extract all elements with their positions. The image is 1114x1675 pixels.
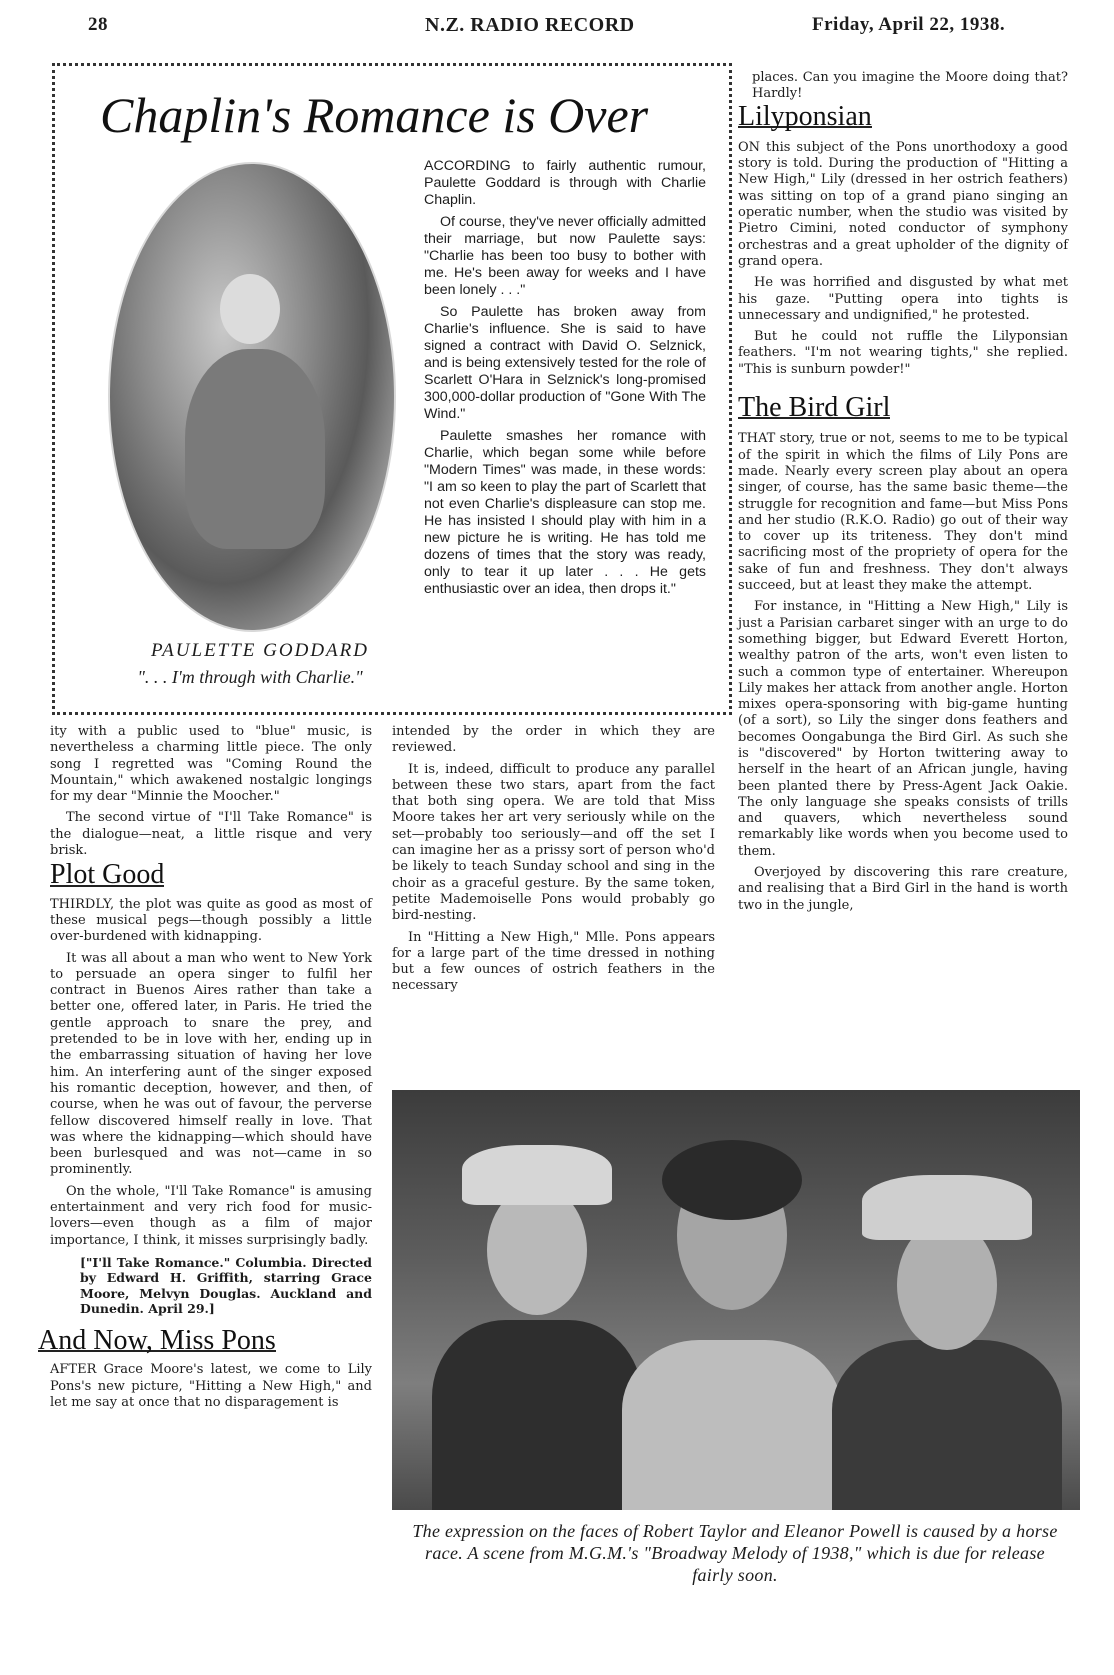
body-paragraph: THIRDLY, the plot was quite as good as most of these musical pegs—though possibly a little over-burdened with kidnapping. xyxy=(50,896,372,945)
heading-plot-good: Plot Good xyxy=(50,859,165,891)
column-three xyxy=(738,70,1068,919)
body-paragraph: For instance, in "Hitting a New High," Lily is just a Parisian carbaret singer with an urge to do something bigger, but Edward Everett Horton, wealthy patron of the arts, won't even listen to such a common type of entertainer. Whereupon Lily makes her attack from another angle. Horton mixes opera-sponsoring with big-game hunting (of a sort), so Lily the singer dons feathers and becomes Oongabunga the Bird Girl. As such she is "discovered" by Horton twittering away to herself in the heart of an African jungle, having been planted there by Press-Agent Jack Oakie. The only language she speaks consists of trills and quavers, which nevertheless sound remarkably like words when you become used to them. xyxy=(738,599,1068,859)
body-paragraph: intended by the order in which they are reviewed. xyxy=(392,724,715,756)
body-paragraph: ON this subject of the Pons unorthodoxy a good story is told. During the production of "Hitting a New High," Lily (dressed in her ostrich feathers) was sitting on top of a grand piano singing an operatic number, when the studio was visited by Pietro Cimini, noted conductor of symphony orchestras and a great upholder of the dignity of grand opera. xyxy=(738,139,1068,269)
photo-man-left-hat xyxy=(462,1145,612,1205)
feature-paragraph: Of course, they've never officially admitted their marriage, but now Paulette says: "Charlie has been too busy to bother with me. He's been away for weeks and I have been lonely . . ." xyxy=(424,214,706,298)
body-paragraph: In "Hitting a New High," Mlle. Pons appears for a large part of the time dressed in nothing but a few ounces of ostrich feathers in the necessary xyxy=(392,929,715,994)
heading-lilyponsian: Lilyponsian xyxy=(738,100,872,132)
page-number: 28 xyxy=(88,14,108,35)
feature-paragraph: ACCORDING to fairly authentic rumour, Paulette Goddard is through with Charlie Chaplin. xyxy=(424,158,706,208)
body-paragraph: But he could not ruffle the Lilyponsian feathers. "I'm not wearing tights," she replied. "This is sunburn powder!" xyxy=(738,329,1068,377)
photo-woman-body xyxy=(622,1340,842,1510)
paulette-goddard-photo xyxy=(108,162,396,632)
body-paragraph: THAT story, true or not, seems to me to be typical of the spirit in which the films of Lily Pons are made. Nearly every screen play about an opera singer, of course, has the same basic theme—the struggle for recognition and fame—but Miss Pons and her studio (R.K.O. Radio) go out of their way to cover up its triteness. They don't mind sacrificing most of the propriety of opera for the sake of fun and freshness. They don't always succeed, but at least they make the attempt. xyxy=(738,431,1068,594)
feature-paragraph: So Paulette has broken away from Charlie's influence. She is said to have signed a contract with David O. Selznick, and is being extensively tested for the role of Scarlett O'Hara in Selznick's long-promised 300,000-dollar production of "Gone With The Wind." xyxy=(424,304,706,422)
body-paragraph: It was all about a man who went to New York to persuade an opera singer to fulfil her contract in Buenos Aires rather than take a better one, offered later, in Paris. He tried the gentle approach to snare the prey, and pretended to be in love with her, ending up in the embarrassing situation of having her love him. An interfering aunt of the singer exposed his romantic deception, however, and then, of course, when he was out of favour, the perverse fellow discovered himself really in love. That was where the kidnapping—which should have been burlesqued and was not—came in so prominently. xyxy=(50,950,372,1178)
feature-paragraph: Paulette smashes her romance with Charlie, which began some while before "Modern Times" was made, in these words: "I am so keen to play the part of Scarlett that not even Charlie's displeasure can stop me. He has insisted I should play with him in a new picture he is writing. He has told me dozens of times that the story was ready, only to tear it up later . . . He gets enthusiastic over an idea, then drops it." xyxy=(424,428,706,597)
photo-woman-hair xyxy=(662,1140,802,1220)
photo-man-left-body xyxy=(432,1320,642,1510)
photo-man-right-body xyxy=(832,1340,1062,1510)
column-one xyxy=(38,724,372,1416)
body-paragraph: Overjoyed by discovering this rare creature, and realising that a Bird Girl in the hand is worth two in the jungle, xyxy=(738,865,1068,913)
film-credit: ["I'll Take Romance." Columbia. Directed by Edward H. Griffith, starring Grace Moore, Melvyn Douglas. Auckland and Dunedin. April 29.] xyxy=(80,1254,372,1317)
heading-and-now-miss-pons: And Now, Miss Pons xyxy=(38,1324,276,1356)
body-paragraph: The second virtue of "I'll Take Romance" is the dialogue—neat, a little risque and very brisk. xyxy=(50,810,372,859)
body-paragraph: AFTER Grace Moore's latest, we come to Lily Pons's new picture, "Hitting a New High," and let me say at once that no disparagement is xyxy=(50,1362,372,1410)
broadway-melody-photo xyxy=(392,1090,1080,1510)
body-paragraph: ity with a public used to "blue" music, is nevertheless a charming little piece. The only song I regretted was "Coming Round the Mountain," which awakened nostalgic longings for my dear "Minnie the Moocher." xyxy=(50,724,372,805)
issue-date: Friday, April 22, 1938. xyxy=(812,14,1006,35)
body-paragraph: places. Can you imagine the Moore doing that? Hardly! xyxy=(752,70,1068,102)
heading-the-bird-girl: The Bird Girl xyxy=(738,392,891,424)
bottom-photo-caption: The expression on the faces of Robert Taylor and Eleanor Powell is caused by a horse race. A scene from M.G.M.'s "Broadway Melody of 1938," which is due for release fairly soon. xyxy=(412,1521,1058,1585)
photo-caption-name: PAULETTE GODDARD xyxy=(151,640,369,661)
photo-man-right-hat xyxy=(862,1175,1032,1240)
body-paragraph: On the whole, "I'll Take Romance" is amusing entertainment and very rich food for music-lovers—even though as a film of major importance, I think, it misses surprisingly badly. xyxy=(50,1183,372,1248)
column-two xyxy=(392,724,715,1000)
feature-title: Chaplin's Romance is Over xyxy=(100,87,649,143)
body-paragraph: He was horrified and disgusted by what met his gaze. "Putting opera into tights is unnecessary and undignified," he protested. xyxy=(738,275,1068,323)
photo-figure-head xyxy=(220,274,280,344)
feature-text xyxy=(424,158,706,603)
photo-figure-body xyxy=(185,349,325,549)
body-paragraph: It is, indeed, difficult to produce any parallel between these two stars, apart from the fact that both sing opera. We are told that Miss Moore takes her art very seriously while on the set—probably too seriously—and off the set I can imagine her as a prissy sort of person who'd be likely to teach Sunday school and sing in the choir as a graceful gesture. By the same token, petite Mademoiselle Pons would probably go bird-nesting. xyxy=(392,761,715,924)
photo-caption-quote: ". . . I'm through with Charlie." xyxy=(137,667,363,687)
publication-title: N.Z. RADIO RECORD xyxy=(425,14,635,36)
